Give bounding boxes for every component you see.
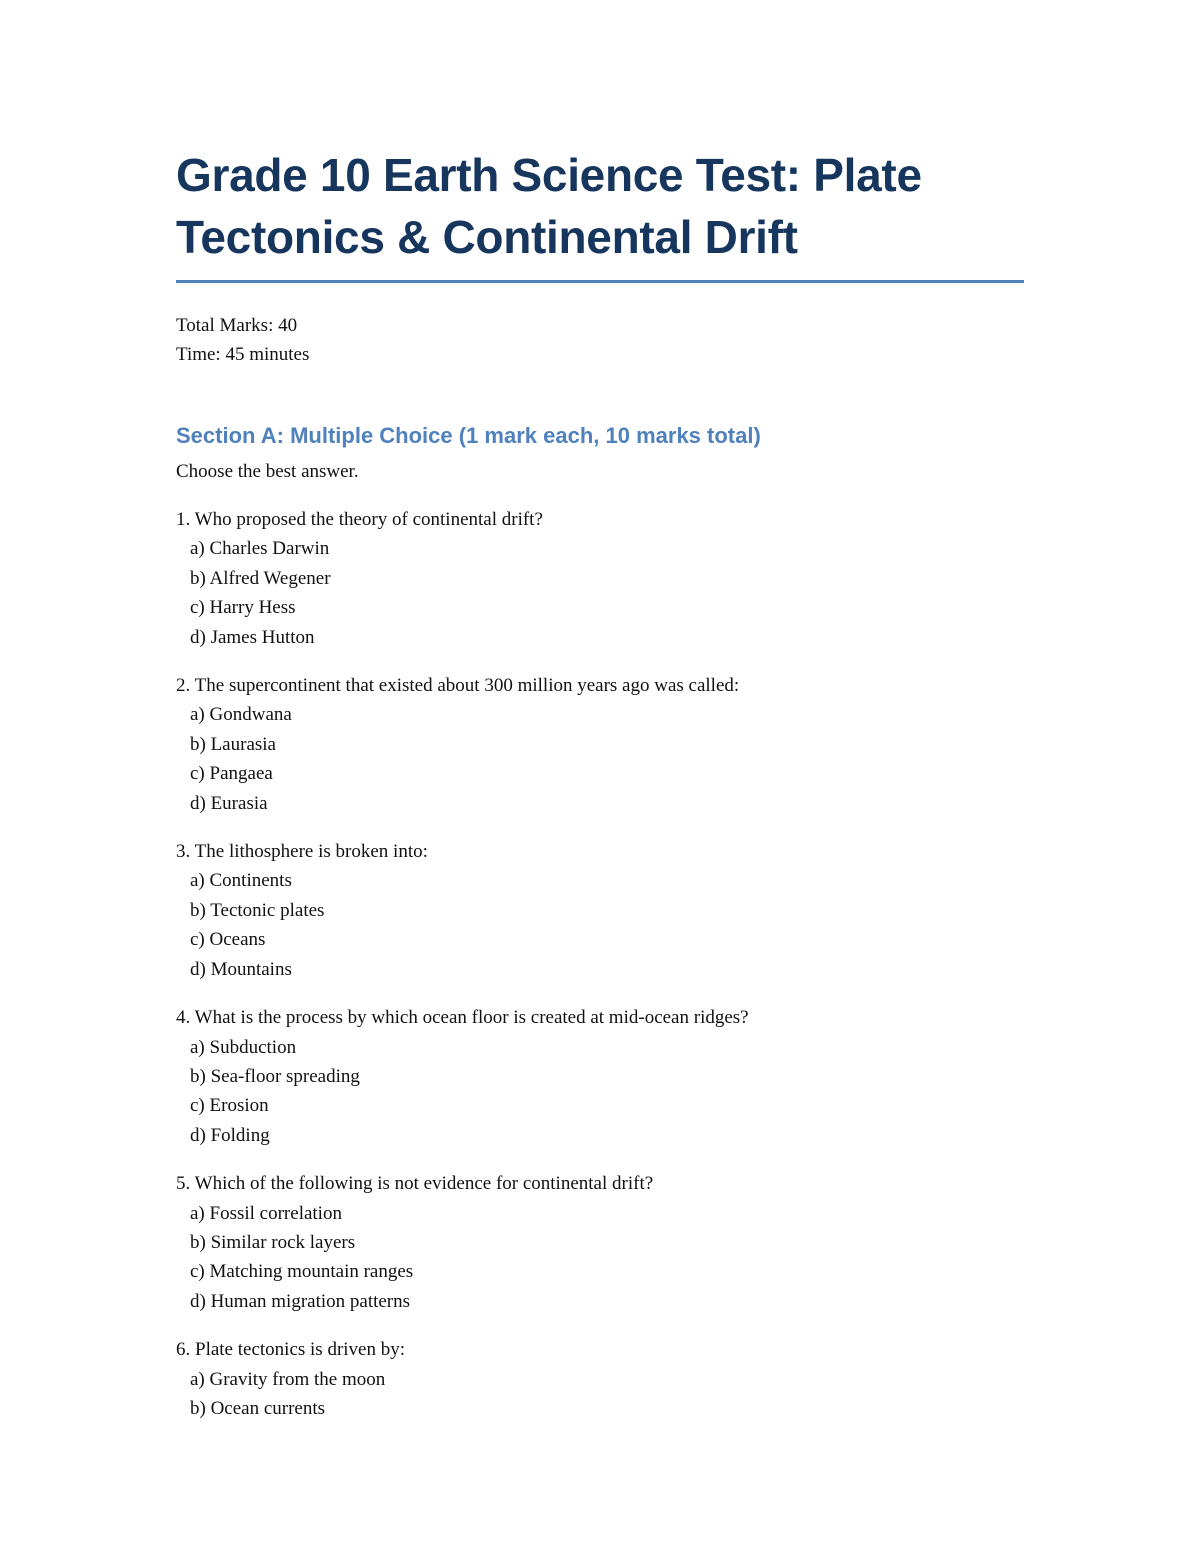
section-a-instructions: Choose the best answer. xyxy=(176,461,359,482)
answer-option: b) Laurasia xyxy=(190,733,276,755)
title-line-1: Grade 10 Earth Science Test: Plate xyxy=(176,149,922,201)
answer-option: b) Sea-floor spreading xyxy=(190,1065,360,1087)
answer-option: c) Oceans xyxy=(190,929,266,951)
question-5 xyxy=(176,1169,1024,1316)
question-6 xyxy=(176,1335,1024,1423)
question-3 xyxy=(176,837,1024,984)
answer-option: a) Charles Darwin xyxy=(190,538,330,560)
answer-option: d) Folding xyxy=(190,1124,270,1146)
question-text: 1. Who proposed the theory of continental drift? xyxy=(176,509,543,530)
answer-option: d) Eurasia xyxy=(190,792,268,814)
answer-option: b) Alfred Wegener xyxy=(190,567,331,589)
title-divider xyxy=(176,280,1024,283)
question-text: 3. The lithosphere is broken into: xyxy=(176,841,428,863)
answer-option: a) Continents xyxy=(190,870,292,892)
question-text: 2. The supercontinent that existed about 300 million years ago was called: xyxy=(176,675,740,697)
question-text: 5. Which of the following is not evidence for continental drift? xyxy=(176,1173,654,1195)
document-title xyxy=(176,144,1024,268)
answer-option: c) Pangaea xyxy=(190,763,273,785)
answer-option: b) Ocean currents xyxy=(190,1397,326,1419)
answer-option: c) Erosion xyxy=(190,1095,269,1117)
test-meta xyxy=(176,311,1024,369)
answer-option: a) Subduction xyxy=(190,1036,297,1058)
section-a-heading: Section A: Multiple Choice (1 mark each, 10 marks total) xyxy=(176,423,761,448)
answer-option: c) Harry Hess xyxy=(190,597,296,619)
answer-option: d) Human migration patterns xyxy=(190,1290,411,1312)
question-text: 4. What is the process by which ocean floor is created at mid-ocean ridges? xyxy=(176,1007,749,1029)
answer-option: c) Matching mountain ranges xyxy=(190,1261,414,1283)
answer-option: a) Fossil correlation xyxy=(190,1202,342,1224)
answer-option: b) Similar rock layers xyxy=(190,1231,356,1253)
total-marks: Total Marks: 40 xyxy=(176,315,298,336)
answer-option: d) Mountains xyxy=(190,958,292,980)
answer-option: d) James Hutton xyxy=(190,626,315,648)
question-2 xyxy=(176,671,1024,818)
document-page xyxy=(176,144,1024,1423)
question-1 xyxy=(176,505,1024,652)
time-limit: Time: 45 minutes xyxy=(176,344,310,365)
title-line-2: Tectonics & Continental Drift xyxy=(176,211,798,263)
answer-option: a) Gravity from the moon xyxy=(190,1368,386,1390)
answer-option: b) Tectonic plates xyxy=(190,899,325,921)
question-4 xyxy=(176,1003,1024,1150)
answer-option: a) Gondwana xyxy=(190,704,292,726)
question-list xyxy=(176,505,1024,1423)
question-text: 6. Plate tectonics is driven by: xyxy=(176,1339,406,1361)
